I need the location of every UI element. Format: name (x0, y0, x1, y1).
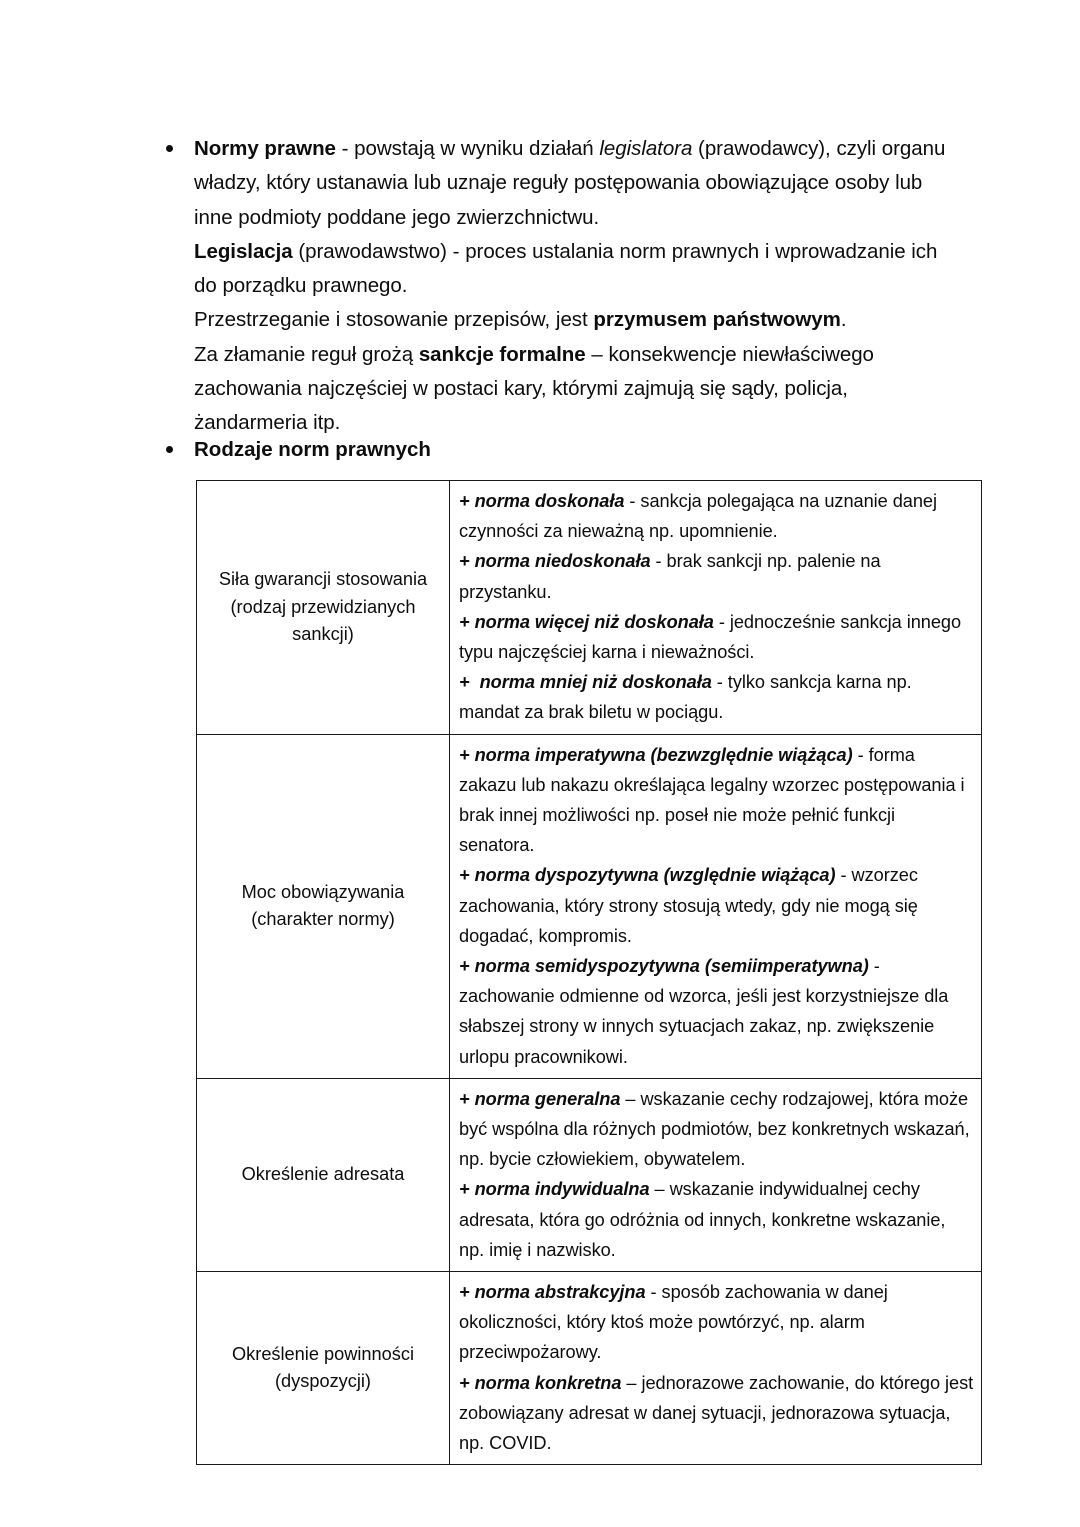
table-cell-description (450, 1272, 982, 1465)
category-label: Określenie powinności (dyspozycji) (232, 1343, 414, 1392)
text-run: (prawodawcy), czyli organu władzy, który ustanawia lub uznaje reguły postępowania obowiązujące osoby lub inne podmioty poddane jego zwierzchnictwu. (194, 137, 946, 229)
text-run: - powstają w wyniku działań (335, 137, 600, 160)
norm-name: + norma więcej niż doskonała (459, 611, 714, 632)
category-label: Określenie adresata (241, 1164, 405, 1185)
category-label: Moc obowiązywania (charakter normy) (241, 881, 405, 930)
table-cell-description (450, 481, 982, 735)
table-row (197, 734, 982, 1078)
text-run: . (840, 308, 847, 332)
table-row (197, 1078, 982, 1271)
bullet-dot-icon (166, 446, 173, 453)
norm-name: + norma mniej niż doskonała (459, 672, 712, 693)
text-run: legislatora (599, 137, 693, 160)
bullet-block-rodzaje-norm (162, 433, 962, 467)
norm-name: + norma abstrakcyjna (459, 1282, 646, 1303)
table-row (197, 1272, 982, 1465)
table-row (197, 481, 982, 735)
norm-description: - jednocześnie sankcja innego typu najczęściej karna i nieważności. (459, 611, 962, 663)
bullet-item-normy-prawne (162, 132, 962, 441)
paragraph-line (194, 308, 847, 331)
text-run: Przestrzeganie i stosowanie przepisów, jest (194, 308, 594, 332)
category-label: Siła gwarancji stosowania (rodzaj przewidzianych sankcji) (218, 569, 428, 645)
paragraph-normy-prawne (194, 132, 962, 441)
table-cell-description (450, 1078, 982, 1271)
bullet-block-normy-prawne (162, 132, 962, 441)
bullet-dot-icon (166, 145, 173, 152)
text-run: (prawodawstwo) - proces ustalania norm prawnych i wprowadzanie ich do porządku prawnego. (194, 239, 938, 298)
table-cell-description (450, 734, 982, 1078)
norm-description: – jednorazowe zachowanie, do którego jest zobowiązany adresat w danej sytuacji, jednorazowa sytuacja, np. COVID. (459, 1372, 974, 1454)
text-run: Za złamanie reguł grożą (194, 342, 419, 366)
description-text (459, 740, 975, 1072)
norm-description: - forma zakazu lub nakazu określająca legalny wzorzec postępowania i brak innej możliwości np. poseł nie może pełnić funkcji senatora. (459, 744, 965, 856)
table-cell-category (197, 1272, 450, 1465)
norm-description: - sankcja polegająca na uznanie danej czynności za nieważną np. upomnienie. (459, 491, 937, 542)
paragraph-line (194, 137, 945, 229)
norm-name: + norma niedoskonała (459, 551, 651, 572)
table-cell-category (197, 481, 450, 735)
section-heading-rodzaje-norm: Rodzaje norm prawnych (194, 438, 431, 461)
norm-description: - zachowanie odmienne od wzorca, jeśli jest korzystniejsze dla słabszej strony w innych sytuacjach zakaz, np. zwiększenie urlopu pracownikowi. (459, 956, 949, 1067)
text-run: Normy prawne (194, 137, 336, 160)
paragraph-line (194, 343, 874, 435)
table-cell-category (197, 734, 450, 1078)
text-run: sankcje formalne (418, 342, 586, 366)
description-text (459, 486, 975, 728)
norm-name: + norma indywidualna (459, 1179, 650, 1200)
norm-description: - wzorzec zachowania, który strony stosują wtedy, gdy nie mogą się dogadać, kompromis. (459, 865, 918, 946)
norm-description: - tylko sankcja karna np. mandat za brak biletu w pociągu. (459, 672, 912, 723)
norm-name: + norma semidyspozytywna (semiimperatywna) (459, 956, 869, 977)
text-run: Legislacja (194, 239, 293, 263)
norm-name: + norma doskonała (459, 491, 625, 511)
norm-name: + norma dyspozytywna (względnie wiążąca) (459, 865, 836, 886)
norm-description: - brak sankcji np. palenie na przystanku. (459, 551, 881, 602)
paragraph-line (194, 240, 937, 297)
norm-types-table (196, 480, 982, 1465)
norm-description: - sposób zachowania w danej okoliczności, który ktoś może powtórzyć, np. alarm przeciwpożarowy. (459, 1282, 888, 1363)
description-text (459, 1084, 975, 1265)
norm-description: – wskazanie cechy rodzajowej, która może być wspólna dla różnych podmiotów, bez konkretnych wskazań, np. bycie człowiekiem, obywatelem. (459, 1088, 970, 1170)
description-text (459, 1277, 975, 1458)
norm-description: – wskazanie indywidualnej cechy adresata, która go odróżnia od innych, konkretne wskazanie, np. imię i nazwisko. (459, 1179, 946, 1260)
norm-name: + norma imperatywna (bezwzględnie wiążąca) (459, 744, 853, 765)
norm-name: + norma konkretna (459, 1372, 622, 1393)
bullet-item-rodzaje-norm (162, 433, 962, 467)
text-run: – konsekwencje niewłaściwego zachowania najczęściej w postaci kary, którymi zajmują się sądy, policja, żandarmeria itp. (194, 342, 874, 435)
norm-name: + norma generalna (459, 1088, 621, 1109)
text-run: przymusem państwowym (593, 308, 841, 332)
norm-types-table-body (197, 481, 982, 1465)
table-cell-category (197, 1078, 450, 1271)
